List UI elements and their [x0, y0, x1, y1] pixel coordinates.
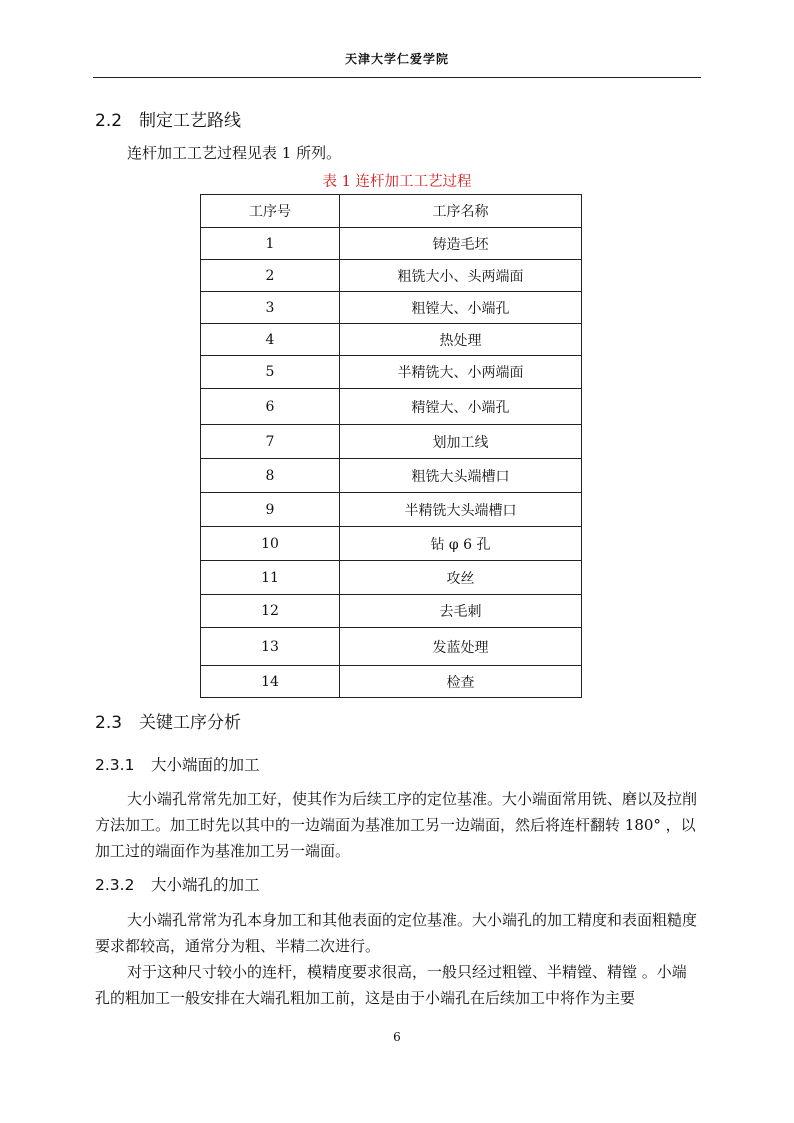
table-row	[201, 324, 582, 356]
header-step-name: 工序名称	[340, 195, 582, 228]
table-row	[201, 389, 582, 425]
step-no: 7	[201, 425, 340, 459]
section-title: 制定工艺路线	[139, 111, 241, 131]
step-name: 粗铣大小、头两端面	[340, 260, 582, 292]
section-title: 大小端面的加工	[151, 756, 260, 774]
header-rule	[93, 77, 701, 78]
table-row	[201, 666, 582, 698]
header-step-no: 工序号	[201, 195, 340, 228]
table-row	[201, 228, 582, 260]
table-row	[201, 260, 582, 292]
table-row	[201, 459, 582, 493]
section-heading-2-3-2	[95, 873, 260, 895]
step-no: 9	[201, 493, 340, 527]
table-row	[201, 356, 582, 389]
step-no: 5	[201, 356, 340, 389]
paragraph-2-3-2-b: 对于这种尺寸较小的连杆，模精度要求很高，一般只经过粗镗、半精镗、精镗 。小端孔的粗加工一般安排在大端孔粗加工前，这是由于小端孔在后续加工中将作为主要	[95, 963, 687, 1007]
section-heading-2-2	[95, 106, 241, 131]
table-caption: 表 1 连杆加工工艺过程	[322, 174, 472, 190]
section-number: 2.3	[95, 713, 123, 733]
step-name: 划加工线	[340, 425, 582, 459]
section-heading-2-3	[95, 708, 241, 733]
step-name: 精镗大、小端孔	[340, 389, 582, 425]
table-row	[201, 595, 582, 628]
step-no: 10	[201, 527, 340, 561]
paragraph-2-3-2-a: 大小端孔常常为孔本身加工和其他表面的定位基准。大小端孔的加工精度和表面粗糙度要求都较高，通常分为粗、半精二次进行。	[95, 911, 698, 955]
step-name: 发蓝处理	[340, 628, 582, 666]
running-header: 天津大学仁爱学院	[344, 52, 449, 66]
process-table	[200, 194, 582, 698]
step-no: 6	[201, 389, 340, 425]
step-no: 1	[201, 228, 340, 260]
step-name: 热处理	[340, 324, 582, 356]
table-row	[201, 628, 582, 666]
table-row	[201, 561, 582, 595]
step-name: 半精铣大、小两端面	[340, 356, 582, 389]
step-no: 12	[201, 595, 340, 628]
step-name: 半精铣大头端槽口	[340, 493, 582, 527]
table-row	[201, 425, 582, 459]
page-number: 6	[393, 1030, 401, 1044]
step-name: 粗铣大头端槽口	[340, 459, 582, 493]
section-number: 2.3.1	[95, 756, 135, 774]
intro-paragraph: 连杆加工工艺过程见表 1 所列。	[127, 144, 342, 162]
step-name: 检查	[340, 666, 582, 698]
step-name: 粗镗大、小端孔	[340, 292, 582, 324]
step-no: 13	[201, 628, 340, 666]
section-number: 2.3.2	[95, 876, 135, 894]
section-number: 2.2	[95, 111, 123, 131]
section-title: 关键工序分析	[139, 713, 241, 733]
step-name: 钻 φ 6 孔	[340, 527, 582, 561]
table-row	[201, 292, 582, 324]
section-title: 大小端孔的加工	[151, 876, 260, 894]
table-row	[201, 493, 582, 527]
step-no: 8	[201, 459, 340, 493]
step-no: 4	[201, 324, 340, 356]
step-no: 2	[201, 260, 340, 292]
step-no: 3	[201, 292, 340, 324]
paragraph-2-3-1: 大小端孔常常先加工好，使其作为后续工序的定位基准。大小端面常用铣、磨以及拉削方法加工。加工时先以其中的一边端面为基准加工另一边端面，然后将连杆翻转 180° ，以加工过的端面作为基准加工另一端面。	[95, 790, 698, 860]
section-heading-2-3-1	[95, 753, 260, 775]
step-no: 14	[201, 666, 340, 698]
step-no: 11	[201, 561, 340, 595]
table-row	[201, 527, 582, 561]
table-header-row	[201, 195, 582, 228]
step-name: 去毛刺	[340, 595, 582, 628]
step-name: 攻丝	[340, 561, 582, 595]
step-name: 铸造毛坯	[340, 228, 582, 260]
